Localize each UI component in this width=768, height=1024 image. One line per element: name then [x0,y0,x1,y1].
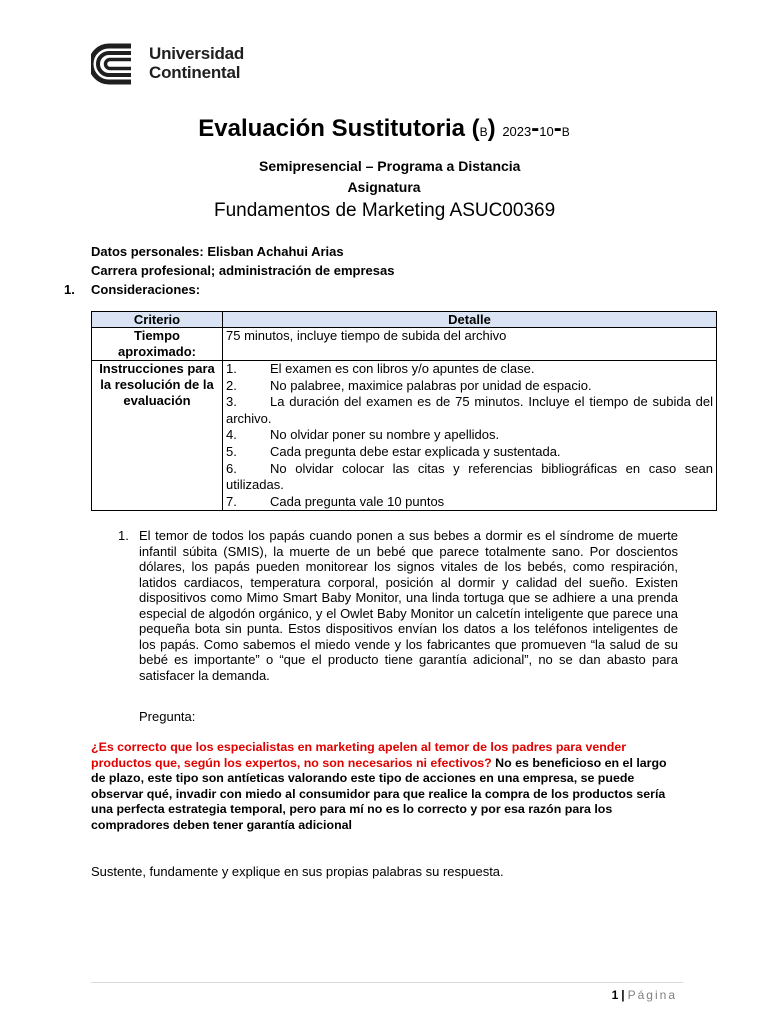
answer-block [91,740,683,833]
instructions-list [223,361,717,511]
instructions-footer: Sustente, fundamente y explique en sus propias palabras su respuesta. [91,864,504,879]
university-name-line1: Universidad [149,44,245,63]
course-name: Fundamentos de Marketing ASUC00369 [214,200,556,221]
considerations-table [91,311,717,511]
header-detalle: Detalle [223,312,717,328]
page-label: Página [627,988,677,1002]
answer-text: No es beneficioso en el largo de plazo, este tipo son antíeticas valorando este tipo de acciones en una empresa, se puede observar qué, invadir con miedo al consumidor para que realice la compra de los productos sería una perfecta estrategia temporal, pero para mí no es lo correcto y por esa razón para los compradores deben tener garantía adicional [91,755,667,832]
instruction-item: 1. El examen es con libros y/o apuntes de clase. [226,361,535,376]
footer-divider [91,982,683,983]
personal-data: Datos personales: Elisban Achahui Arias [91,244,344,259]
instruction-item: 5. Cada pregunta debe estar explicada y sustentada. [226,443,561,459]
title-close: ) [487,115,496,142]
table-row [92,328,717,361]
section-number: 1. [64,282,75,297]
instruction-item: 6. No olvidar colocar las citas y referencias bibliográficas en caso sean utilizadas. [226,460,713,493]
career-line: Carrera profesional; administración de empresas [91,263,395,278]
instruction-item: 4. No olvidar poner su nombre y apellidos. [226,427,500,443]
footer-separator: | [621,988,625,1002]
table-row [92,361,717,511]
question-block [118,528,678,683]
title-variant: B [479,125,488,139]
header-criterio: Criterio [92,312,223,328]
question-highlight: ¿Es correcto que los especialistas en marketing apelen al temor de los padres para vender productos que, según los expertos, no son necesarios ni efectivos? [91,740,627,770]
question-ask-label: Pregunta: [139,709,196,724]
row-label-time: Tiempo aproximado: [92,328,223,361]
page-title: Evaluación Sustitutoria (B) 2023-10-B [198,115,570,142]
instruction-item: 7. Cada pregunta vale 10 puntos [226,493,445,509]
period-year: 2023 [502,124,532,139]
row-detail-time: 75 minutos, incluye tiempo de subida del archivo [223,328,717,361]
instruction-item: 3. La duración del examen es de 75 minutos. Incluye el tiempo de subida del archivo. [226,394,713,426]
table-header-row [92,312,717,328]
university-logo-icon [91,42,135,86]
university-name [149,44,244,82]
section-title: Consideraciones: [91,282,201,297]
university-name-line2: Continental [149,63,241,82]
period-month: 10 [539,124,554,139]
university-logo [91,42,251,86]
page-number: 1 [611,988,619,1002]
page-footer [612,988,677,1002]
period-group: B [561,125,570,139]
question-number: 1. [118,528,129,543]
title-main: Evaluación Sustitutoria ( [198,115,480,142]
instruction-item: 2. No palabree, maximice palabras por unidad de espacio. [226,377,592,393]
question-text: El temor de todos los papás cuando ponen a sus bebes a dormir es el síndrome de muerte infantil súbita (SMIS), la muerte de un bebé que parece totalmente sano. Por doscientos dólares, los papás pueden monitorear los signos vitales de los bebés, como respiración, latidos cardiacos, temperatura corporal, posición al dormir y calidad del sueño. Existen dispositivos como Mimo Smart Baby Monitor, una linda tortuga que se adhiere a una prenda especial de algodón orgánico, y el Owlet Baby Monitor un calcetín inteligente que parece una pequeña bota sin punta. Estos dispositivos envían los datos a los teléfonos inteligentes de los papás. Como sabemos el miedo vende y los fabricantes que promueven “la salud de su bebé es importante” o “que el producto tiene garantía adicional”, no se dan abasto para satisfacer la demanda. [139,528,678,683]
asignatura-label: Asignatura [347,179,421,195]
program-subtitle: Semipresencial – Programa a Distancia [259,158,521,174]
row-label-instructions: Instrucciones para la resolución de la evaluación [92,361,223,511]
